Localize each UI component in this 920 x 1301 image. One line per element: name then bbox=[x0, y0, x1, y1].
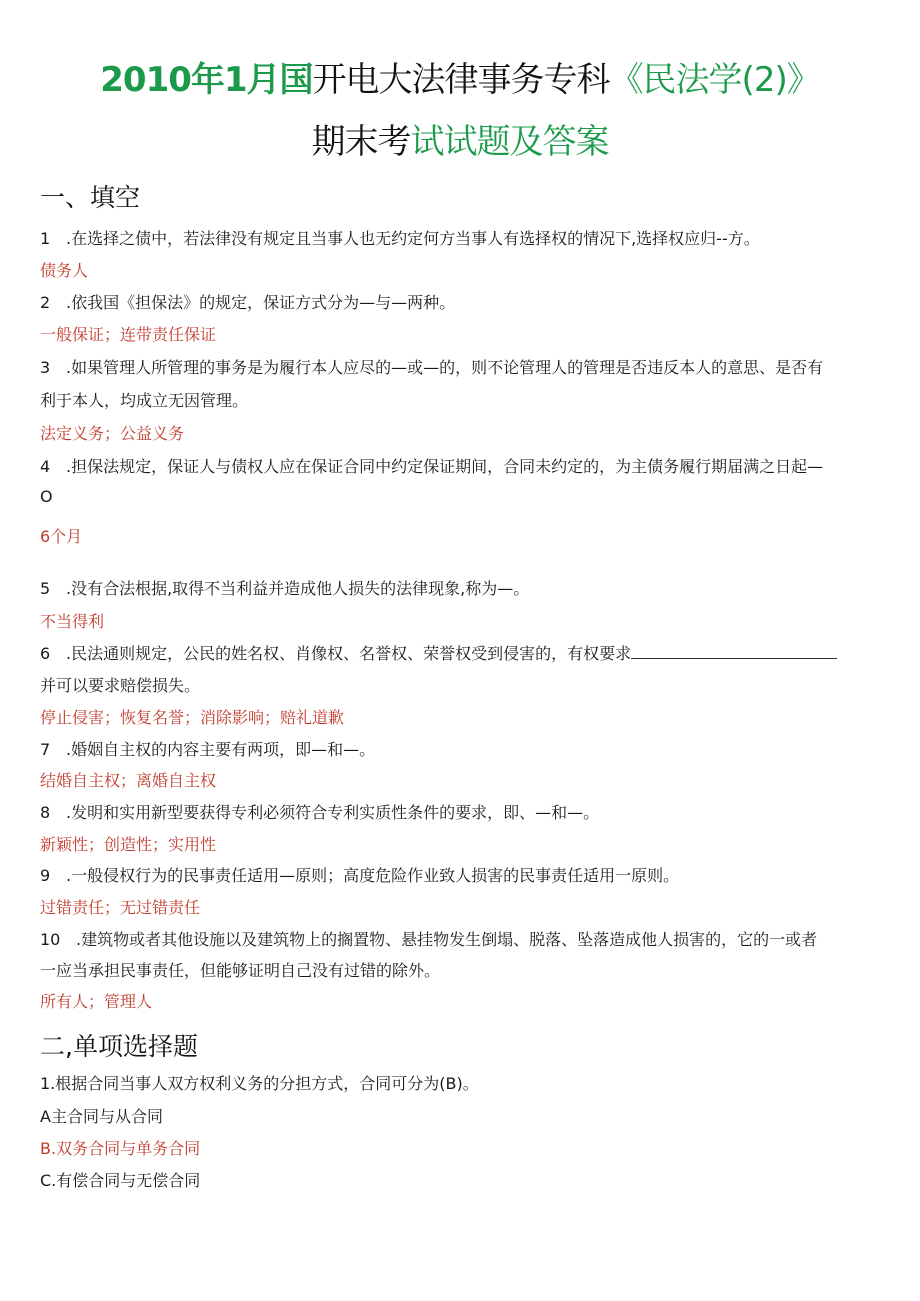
question-number: 8 bbox=[40, 803, 51, 822]
question-5 bbox=[40, 576, 876, 599]
question-4 bbox=[40, 454, 876, 477]
question-text: .在选择之债中，若法律没有规定且当事人也无约定何方当事人有选择权的情况下,选择权应归--方。 bbox=[66, 229, 760, 248]
question-text: .发明和实用新型要获得专利必须符合专利实质性条件的要求，即、—和—。 bbox=[66, 803, 600, 822]
question-2 bbox=[40, 290, 876, 313]
question-number: 3 bbox=[40, 358, 51, 377]
answer-1: 债务人 bbox=[40, 261, 89, 280]
question-number: 1 bbox=[40, 229, 51, 248]
section-heading-single-choice: 二,单项选择题 bbox=[40, 1032, 198, 1061]
answer-3: 法定义务；公益义务 bbox=[40, 424, 185, 443]
question-6 bbox=[40, 641, 876, 664]
question-number: 9 bbox=[40, 866, 51, 885]
question-number: 5 bbox=[40, 579, 51, 598]
question-number: 10 bbox=[40, 930, 61, 949]
question-9 bbox=[40, 863, 876, 886]
choice-option-a: A主合同与从合同 bbox=[40, 1107, 163, 1126]
choice-option-b-correct: B.双务合同与单务合同 bbox=[40, 1139, 201, 1158]
question-10 bbox=[40, 927, 876, 950]
title-part-year: 2010年1月国 bbox=[100, 60, 313, 100]
answer-9: 过错责任；无过错责任 bbox=[40, 898, 201, 917]
title-part-program: 开电大法律事务专科 bbox=[312, 60, 610, 100]
choice-question-1: 1.根据合同当事人双方权利义务的分担方式，合同可分为(B)。 bbox=[40, 1074, 479, 1093]
question-number: 7 bbox=[40, 740, 51, 759]
answer-10: 所有人；管理人 bbox=[40, 992, 153, 1011]
question-number: 2 bbox=[40, 293, 51, 312]
question-text: .担保法规定，保证人与债权人应在保证合同中约定保证期间，合同未约定的，为主债务履行期届满之日起— bbox=[66, 457, 824, 476]
answer-7: 结婚自主权；离婚自主权 bbox=[40, 771, 217, 790]
question-text: .没有合法根据,取得不当利益并造成他人损失的法律现象,称为—。 bbox=[66, 579, 530, 598]
section-heading-fill: 一、填空 bbox=[40, 183, 141, 212]
title-part-exam: 期末考 bbox=[311, 122, 411, 162]
question-10-continued: 一应当承担民事责任，但能够证明自己没有过错的除外。 bbox=[40, 961, 441, 980]
answer-blank-line bbox=[631, 644, 837, 659]
question-text: .民法通则规定，公民的姓名权、肖像权、名誉权、荣誉权受到侵害的，有权要求 bbox=[66, 644, 632, 663]
answer-4: 6个月 bbox=[40, 527, 83, 546]
question-number: 6 bbox=[40, 644, 51, 663]
answer-8: 新颖性；创造性；实用性 bbox=[40, 835, 217, 854]
question-number: 4 bbox=[40, 457, 51, 476]
question-text: .一般侵权行为的民事责任适用—原则；高度危险作业致人损害的民事责任适用一原则。 bbox=[66, 866, 680, 885]
question-7 bbox=[40, 737, 876, 760]
title-line-2 bbox=[0, 114, 920, 163]
title-part-answers: 试试题及答案 bbox=[410, 122, 609, 162]
question-4-continued: O bbox=[40, 487, 53, 506]
title-line-1 bbox=[0, 52, 920, 101]
question-text: .婚姻自主权的内容主要有两项，即—和—。 bbox=[66, 740, 376, 759]
question-text: .依我国《担保法》的规定，保证方式分为—与—两种。 bbox=[66, 293, 456, 312]
question-text: .如果管理人所管理的事务是为履行本人应尽的—或—的，则不论管理人的管理是否违反本人的意思、是否有 bbox=[66, 358, 824, 377]
answer-5: 不当得利 bbox=[40, 612, 105, 631]
question-text: .建筑物或者其他设施以及建筑物上的搁置物、悬挂物发生倒塌、脱落、坠落造成他人损害的，它的一或者 bbox=[76, 930, 818, 949]
question-1 bbox=[40, 226, 876, 249]
question-6-continued: 并可以要求赔偿损失。 bbox=[40, 676, 201, 695]
question-3-continued: 利于本人，均成立无因管理。 bbox=[40, 391, 249, 410]
question-8 bbox=[40, 800, 876, 823]
answer-6: 停止侵害；恢复名誉；消除影响；赔礼道歉 bbox=[40, 708, 345, 727]
answer-2: 一般保证；连带责任保证 bbox=[40, 325, 217, 344]
question-3 bbox=[40, 355, 876, 378]
title-part-course: 《民法学(2)》 bbox=[609, 60, 820, 100]
choice-option-c: C.有偿合同与无偿合同 bbox=[40, 1171, 201, 1190]
